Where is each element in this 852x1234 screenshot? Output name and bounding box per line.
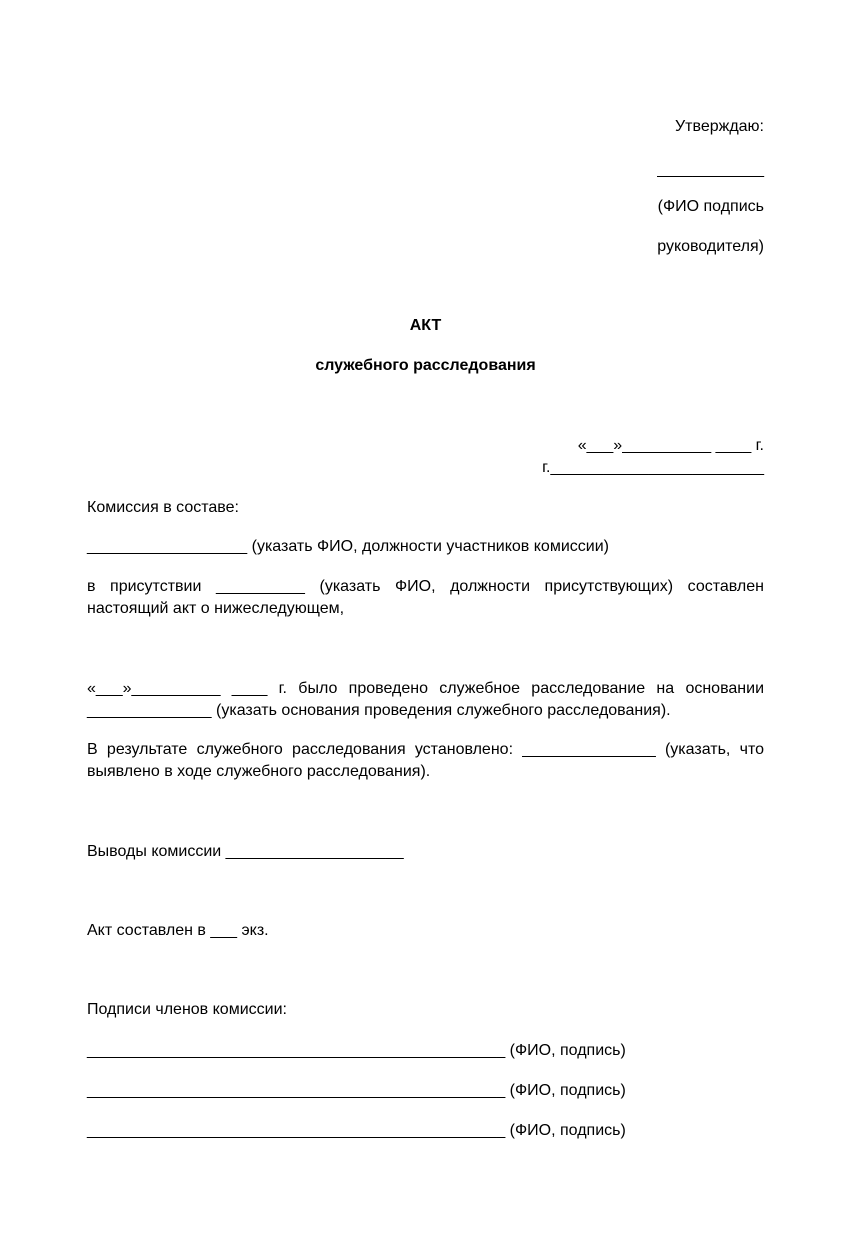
approval-signature-blank: ____________	[657, 161, 764, 178]
approval-label: Утверждаю:	[675, 118, 764, 135]
approval-note-line2: руководителя)	[657, 238, 764, 255]
signature-line: _______________________________________________ (ФИО, подпись)	[87, 1122, 626, 1139]
approval-note-line1: (ФИО подпись	[657, 198, 764, 215]
result-line2: выявлено в ходе служебного расследования).	[87, 763, 431, 780]
document-city: г.________________________	[542, 459, 764, 476]
copies-count: Акт составлен в ___ экз.	[87, 922, 269, 939]
signature-line: _______________________________________________ (ФИО, подпись)	[87, 1082, 626, 1099]
document-date: «___»__________ ____ г.	[577, 437, 764, 454]
document-title: АКТ	[409, 317, 442, 334]
signature-line: _______________________________________________ (ФИО, подпись)	[87, 1042, 626, 1059]
commission-members: __________________ (указать ФИО, должности участников комиссии)	[87, 538, 609, 555]
presence-line1: в присутствии __________ (указать ФИО, должности присутствующих) составлен	[87, 578, 764, 595]
investigation-line2: ______________ (указать основания проведения служебного расследования).	[87, 702, 671, 719]
commission-label: Комиссия в составе:	[87, 499, 239, 516]
result-line1: В результате служебного расследования установлено: _______________ (указать, что	[87, 741, 764, 758]
signatures-label: Подписи членов комиссии:	[87, 1001, 287, 1018]
document-subtitle: служебного расследования	[315, 357, 536, 374]
presence-line2: настоящий акт о нижеследующем,	[87, 600, 345, 617]
commission-conclusions: Выводы комиссии ____________________	[87, 843, 404, 860]
investigation-line1: «___»__________ ____ г. было проведено служебное расследование на основании	[87, 680, 764, 697]
